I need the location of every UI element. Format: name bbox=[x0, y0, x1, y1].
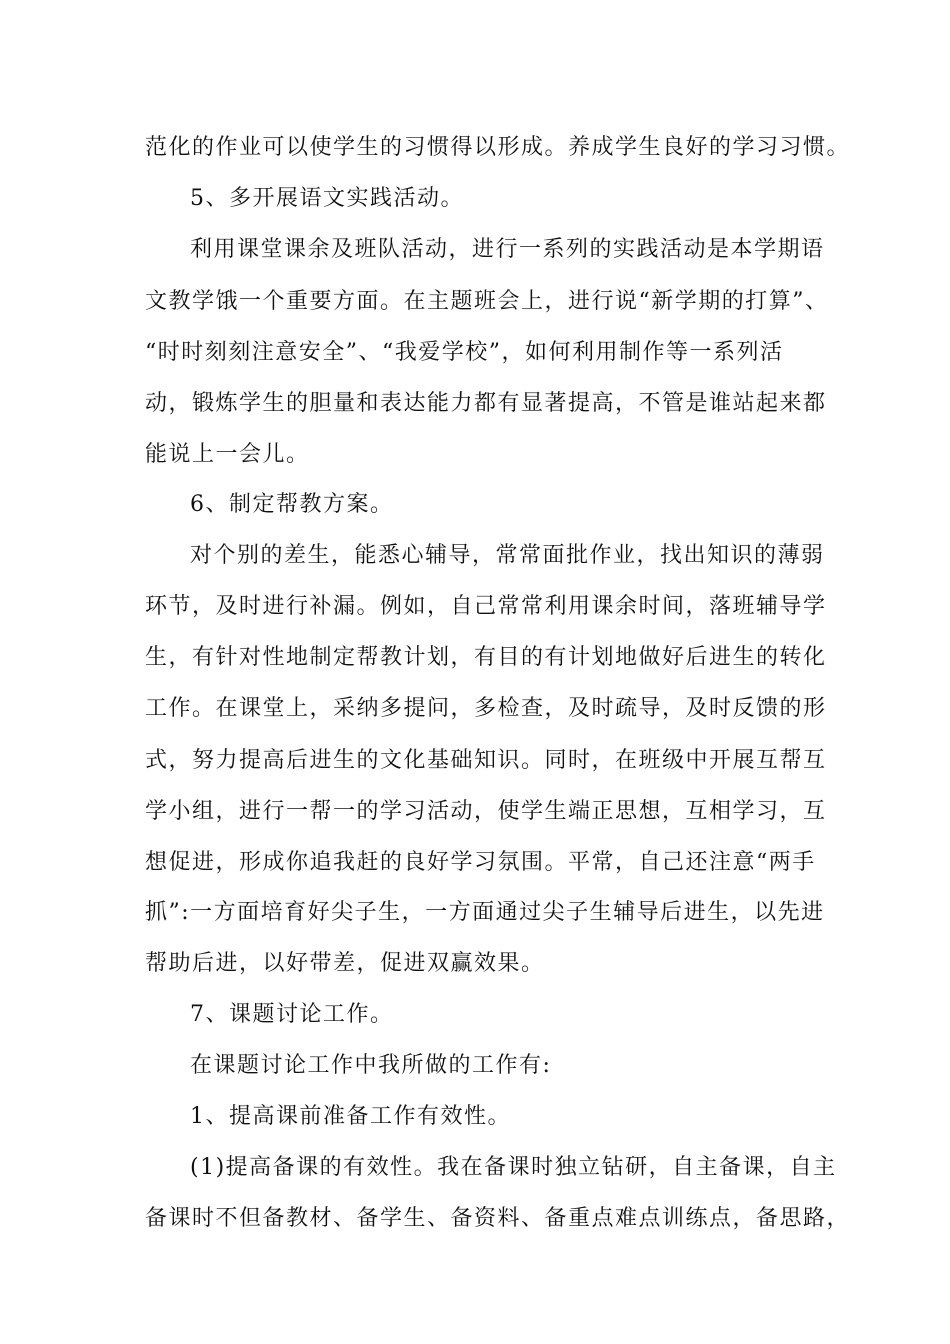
paragraph-line: 想促进，形成你追我赶的良好学习氛围。平常，自己还注意“两手 bbox=[145, 850, 816, 875]
paragraph-line: 帮助后进，以好带差，促进双赢效果。 bbox=[145, 951, 545, 976]
subsection-heading: 1、提高课前准备工作有效性。 bbox=[190, 1104, 511, 1129]
paragraph-line: 利用课堂课余及班队活动，进行一系列的实践活动是本学期语 bbox=[190, 237, 825, 262]
section-heading: 7、课题讨论工作。 bbox=[190, 1002, 394, 1027]
paragraph-line: (1)提高备课的有效性。我在备课时独立钻研，自主备课，自主 bbox=[190, 1155, 837, 1180]
section-heading: 6、制定帮教方案。 bbox=[190, 492, 394, 517]
paragraph-line: 生，有针对性地制定帮教计划，有目的有计划地做好后进生的转化 bbox=[145, 645, 827, 670]
paragraph-line: 抓”:一方面培育好尖子生，一方面通过尖子生辅导后进生，以先进 bbox=[145, 900, 825, 925]
paragraph-line: 备课时不但备教材、备学生、备资料、备重点难点训练点，备思路， bbox=[145, 1206, 851, 1231]
paragraph-line: 工作。在课堂上，采纳多提问，多检查，及时疏导，及时反馈的形 bbox=[145, 696, 827, 721]
paragraph-line: 环节，及时进行补漏。例如，自己常常利用课余时间，落班辅导学 bbox=[145, 594, 827, 619]
paragraph-line: 能说上一会儿。 bbox=[145, 442, 310, 467]
paragraph-line: 学小组，进行一帮一的学习活动，使学生端正思想，互相学习，互 bbox=[145, 799, 827, 824]
paragraph-line: 文教学饿一个重要方面。在主题班会上，进行说“新学期的打算”、 bbox=[145, 289, 829, 314]
paragraph-line: 动，锻炼学生的胆量和表达能力都有显著提高，不管是谁站起来都 bbox=[145, 391, 827, 416]
text-line: 范化的作业可以使学生的习惯得以形成。养成学生良好的学习习惯。 bbox=[145, 135, 851, 160]
paragraph-line: 在课题讨论工作中我所做的工作有: bbox=[190, 1053, 552, 1078]
paragraph-line: “时时刻刻注意安全”、“我爱学校”，如何利用制作等一系列活 bbox=[145, 340, 784, 365]
section-heading: 5、多开展语文实践活动。 bbox=[190, 186, 464, 211]
paragraph-line: 对个别的差生，能悉心辅导，常常面批作业，找出知识的薄弱 bbox=[190, 543, 825, 568]
paragraph-line: 式，努力提高后进生的文化基础知识。同时，在班级中开展互帮互 bbox=[145, 748, 827, 773]
